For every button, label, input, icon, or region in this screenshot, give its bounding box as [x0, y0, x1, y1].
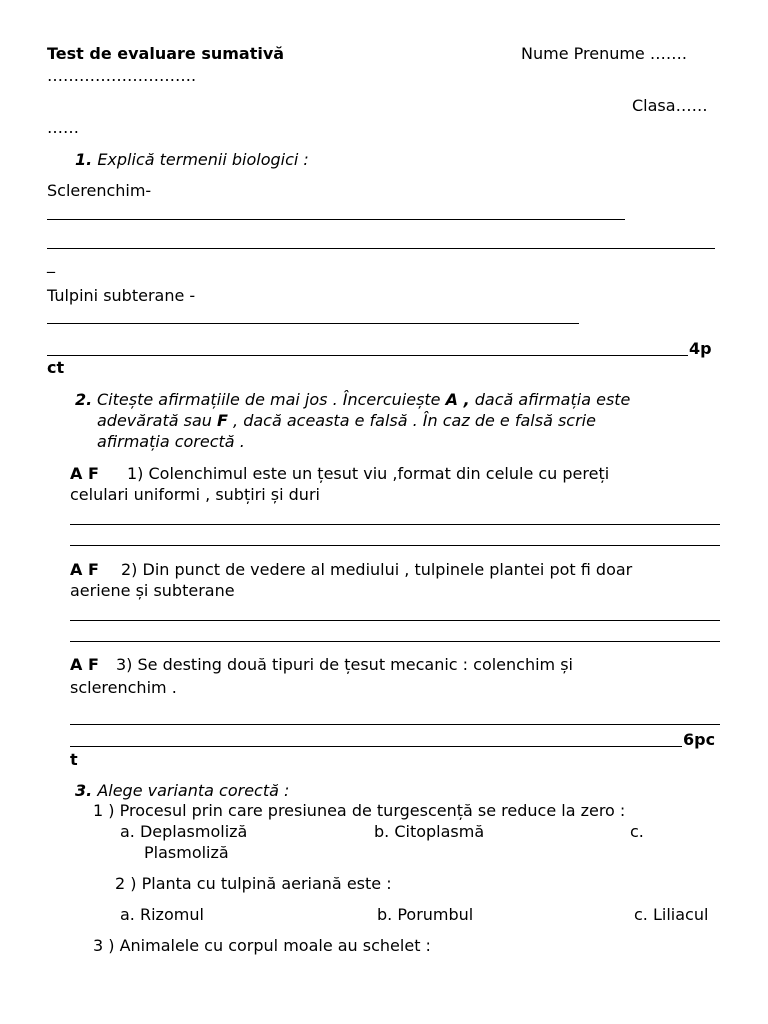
- q2-option-b[interactable]: b. Porumbul: [377, 905, 474, 924]
- section2-points-wrap: t: [70, 750, 78, 769]
- test-title: Test de evaluare sumativă: [47, 44, 285, 63]
- section1-points: 4p: [689, 339, 712, 358]
- af-choice[interactable]: A F: [70, 560, 99, 579]
- q1-option-a[interactable]: a. Deplasmoliză: [120, 822, 248, 841]
- question-3: 3 ) Animalele cu corpul moale au schelet :: [93, 936, 431, 955]
- question-2: 2 ) Planta cu tulpină aeriană este :: [115, 874, 392, 893]
- answer-line[interactable]: [47, 219, 625, 220]
- q1-option-c[interactable]: c.: [630, 822, 644, 841]
- answer-line[interactable]: [70, 746, 682, 747]
- trailing-dash: _: [47, 254, 55, 273]
- q2-option-a[interactable]: a. Rizomul: [120, 905, 204, 924]
- answer-line[interactable]: [70, 724, 720, 725]
- section3-number: 3.: [75, 781, 93, 800]
- name-label: Nume Prenume …….: [521, 44, 687, 63]
- section1-heading: [75, 150, 309, 169]
- section1-points-wrap: ct: [47, 358, 65, 377]
- q1-option-c-text[interactable]: Plasmoliză: [144, 843, 229, 862]
- statement-3-line2: sclerenchim .: [70, 678, 177, 697]
- question-1: 1 ) Procesul prin care presiunea de turgescență se reduce la zero :: [93, 801, 626, 820]
- answer-line[interactable]: [70, 524, 720, 525]
- section2-instruction-line3: afirmația corectă .: [97, 432, 245, 451]
- statement-1-line2: celulari uniformi , subțiri și duri: [70, 485, 320, 504]
- class-label: Clasa……: [632, 96, 708, 115]
- instruction-text: Citește afirmațiile de mai jos . Încercuiește: [97, 390, 446, 409]
- instruction-text: , dacă aceasta e falsă . În caz de e falsă scrie: [227, 411, 596, 430]
- section2-instruction-line1: [97, 390, 630, 409]
- statement-2-line1: 2) Din punct de vedere al mediului , tulpinele plantei pot fi doar: [121, 560, 633, 579]
- section2-points: 6pc: [683, 730, 716, 749]
- instruction-bold-f: F: [217, 411, 228, 430]
- name-dots: ……………………….: [47, 66, 197, 85]
- q1-option-b[interactable]: b. Citoplasmă: [374, 822, 485, 841]
- af-choice[interactable]: A F: [70, 464, 99, 483]
- instruction-bold-a: A ,: [445, 390, 470, 409]
- statement-3-line1: 3) Se desting două tipuri de țesut mecanic : colenchim și: [116, 655, 573, 674]
- section3-instruction: Alege varianta corectă :: [97, 781, 290, 800]
- instruction-text: adevărată sau: [97, 411, 217, 430]
- answer-line[interactable]: [70, 545, 720, 546]
- term-sclerenchim: Sclerenchim-: [47, 181, 152, 200]
- section2-instruction-line2: [97, 411, 596, 430]
- answer-line[interactable]: [47, 355, 688, 356]
- section1-instruction: Explică termenii biologici :: [97, 150, 309, 169]
- term-tulpini-subterane: Tulpini subterane -: [47, 286, 196, 305]
- statement-1-line1: 1) Colenchimul este un țesut viu ,format din celule cu pereți: [127, 464, 610, 483]
- answer-line[interactable]: [47, 323, 579, 324]
- class-dots: ……: [47, 118, 79, 137]
- section2-number: 2.: [75, 390, 93, 409]
- section1-number: 1.: [75, 150, 93, 169]
- section3-heading: [75, 781, 289, 800]
- af-choice[interactable]: A F: [70, 655, 99, 674]
- answer-line[interactable]: [47, 248, 715, 249]
- instruction-text: dacă afirmația este: [469, 390, 631, 409]
- answer-line[interactable]: [70, 620, 720, 621]
- statement-2-line2: aeriene și subterane: [70, 581, 235, 600]
- answer-line[interactable]: [70, 641, 720, 642]
- q2-option-c[interactable]: c. Liliacul: [634, 905, 709, 924]
